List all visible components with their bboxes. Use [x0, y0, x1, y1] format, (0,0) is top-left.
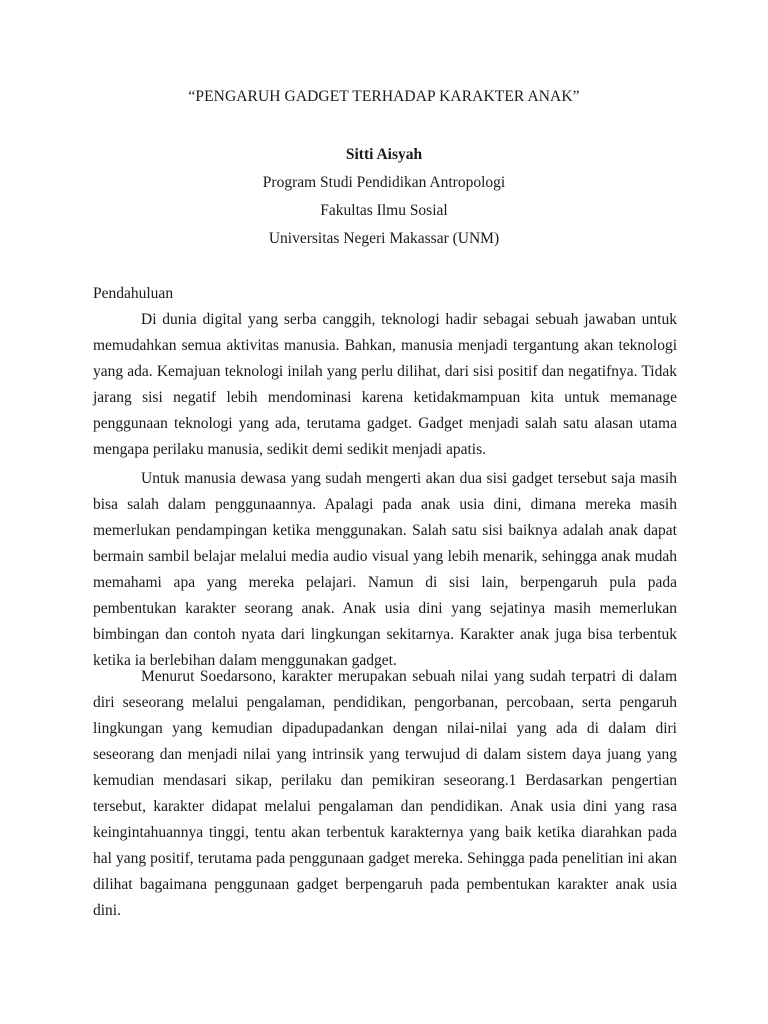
body-paragraph-1: [93, 307, 677, 463]
university-name: Universitas Negeri Makassar (UNM): [268, 230, 500, 247]
paragraph-text: Untuk manusia dewasa yang sudah mengerti akan dua sisi gadget tersebut saja masih bisa salah dalam penggunaannya. Apalagi pada anak usia dini, dimana mereka masih memerlukan pendampingan ketika menggunakan. Salah satu sisi baiknya adalah anak dapat bermain sambil belajar melalui media audio visual yang lebih menarik, sehingga anak mudah memahami apa yang mereka pelajari. Namun di sisi lain, berpengaruh pula pada pembentukan karakter seorang anak. Anak usia dini yang sejatinya masih memerlukan bimbingan dan contoh nyata dari lingkungan sekitarnya. Karakter anak juga bisa terbentuk ketika ia berlebihan dalam menggunakan gadget.: [93, 470, 677, 669]
faculty-name: Fakultas Ilmu Sosial: [320, 202, 448, 219]
paragraph-text: Di dunia digital yang serba canggih, teknologi hadir sebagai sebuah jawaban untuk memudahkan semua aktivitas manusia. Bahkan, manusia menjadi tergantung akan teknologi yang ada. Kemajuan teknologi inilah yang perlu dilihat, dari sisi positif dan negatifnya. Tidak jarang sisi negatif lebih mendominasi karena ketidakmampuan kita untuk memanage penggunaan teknologi yang ada, terutama gadget. Gadget menjadi salah satu alasan utama mengapa perilaku manusia, sedikit demi sedikit menjadi apatis.: [93, 311, 677, 458]
body-paragraph-2: [93, 466, 677, 674]
body-paragraph-3: [93, 664, 677, 924]
program-name: Program Studi Pendidikan Antropologi: [262, 174, 506, 191]
paragraph-text: Menurut Soedarsono, karakter merupakan sebuah nilai yang sudah terpatri di dalam diri seseorang melalui pengalaman, pendidikan, pengorbanan, percobaan, serta pengaruh lingkungan yang kemudian dipadupadankan dengan nilai-nilai yang ada di dalam diri seseorang dan menjadi nilai yang intrinsik yang terwujud di dalam sistem daya juang yang kemudian mendasari sikap, perilaku dan pemikiran seseorang.1 Berdasarkan pengertian tersebut, karakter didapat melalui pengalaman dan pendidikan. Anak usia dini yang rasa keingintahuannya tinggi, tentu akan terbentuk karakternya yang baik ketika diarahkan pada hal yang positif, terutama pada penggunaan gadget mereka. Sehingga pada penelitian ini akan dilihat bagaimana penggunaan gadget berpengaruh pada pembentukan karakter anak usia dini.: [93, 668, 677, 919]
author-name: Sitti Aisyah: [345, 146, 423, 163]
section-heading: Pendahuluan: [93, 285, 174, 302]
author-block: [0, 146, 768, 258]
document-title: “PENGARUH GADGET TERHADAP KARAKTER ANAK”: [188, 88, 580, 105]
